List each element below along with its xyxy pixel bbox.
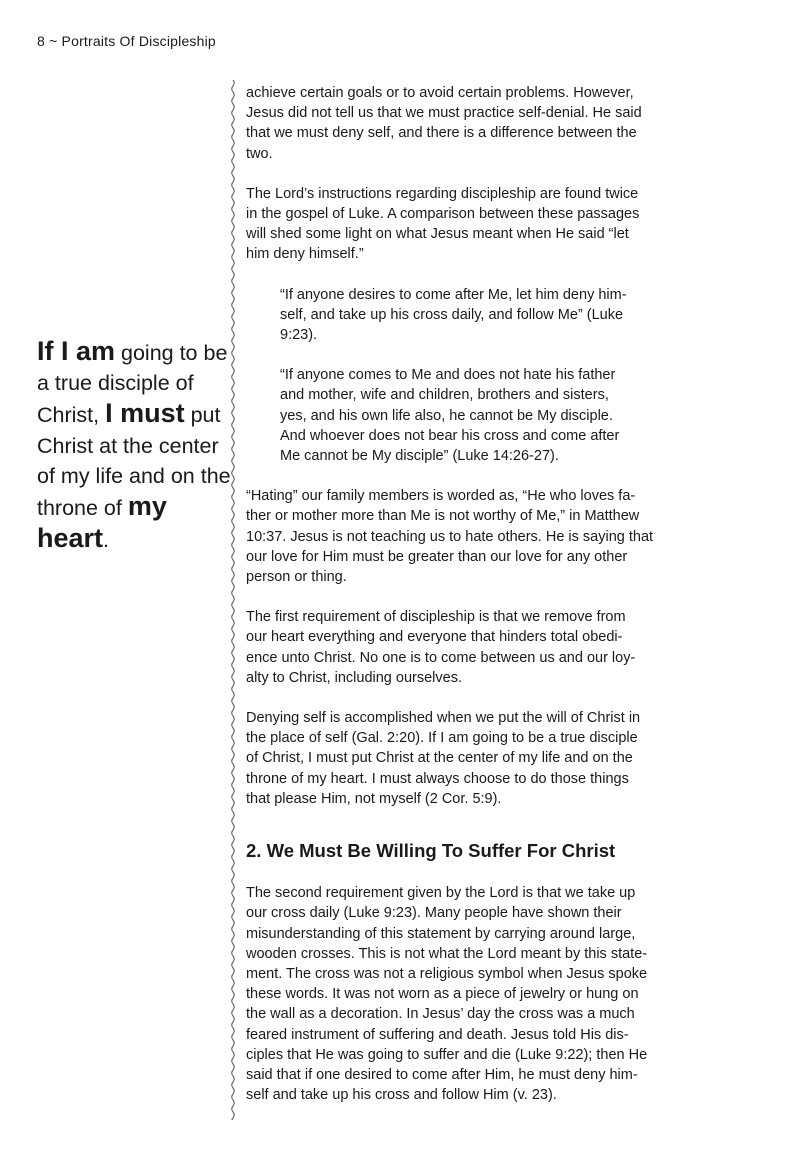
text-line: that please Him, not myself (2 Cor. 5:9). [246, 790, 502, 807]
text-line: throne of my heart. I must always choose to do those things [246, 770, 629, 787]
paragraph-2 [246, 184, 716, 265]
paragraph-1 [246, 83, 716, 164]
text-line: our love for Him must be greater than our love for any other [246, 548, 628, 565]
text-line: and mother, wife and children, brothers and sisters, [280, 387, 609, 404]
text-line: The Lord’s instructions regarding discipleship are found twice [246, 185, 639, 202]
text-line: ther or mother more than Me is not worthy of Me,” in Matthew [246, 508, 640, 525]
text-line: will shed some light on what Jesus meant when He said “let [246, 226, 629, 243]
text-line: achieve certain goals or to avoid certain problems. However, [246, 85, 634, 101]
text-line: the wall as a decoration. In Jesus’ day the cross was a much [246, 1006, 635, 1023]
text-line: person or thing. [246, 569, 347, 586]
pull-quote-text-3: . [103, 528, 110, 553]
pull-quote-text-2: put Christ at the center of my life and on the throne of [37, 403, 231, 521]
text-line: ciples that He was going to suffer and die (Luke 9:22); then He [246, 1046, 648, 1063]
text-line: him deny himself.” [246, 246, 364, 263]
text-line: feared instrument of suffering and death. Jesus told His dis- [246, 1026, 629, 1043]
scripture-quote-luke-14-26 [280, 365, 688, 466]
paragraph-6 [246, 883, 716, 1105]
pull-quote [37, 336, 233, 555]
text-line: The second requirement given by the Lord is that we take up [246, 885, 636, 902]
scripture-quote-luke-9-23 [280, 285, 688, 346]
text-line: our heart everything and everyone that hinders total obedi- [246, 629, 623, 646]
text-line: ence unto Christ. No one is to come between us and our loy- [246, 649, 636, 666]
paragraph-3 [246, 486, 716, 587]
running-header: 8 ~ Portraits Of Discipleship [37, 33, 216, 49]
text-line: “Hating” our family members is worded as, “He who loves fa- [246, 488, 636, 505]
text-line: alty to Christ, including ourselves. [246, 669, 462, 686]
text-line: 9:23). [280, 327, 318, 344]
pull-quote-text-1: going to be a true disciple of Christ, [37, 341, 228, 428]
text-line: two. [246, 145, 273, 162]
text-line: that we must deny self, and there is a difference between the [246, 125, 637, 142]
pull-quote-emphasis-3: my heart [37, 491, 167, 554]
text-line: said that if one desired to come after Him, he must deny him- [246, 1066, 638, 1083]
text-line: Me cannot be My disciple” (Luke 14:26-27). [280, 448, 559, 465]
paragraph-5 [246, 708, 716, 809]
text-line: yes, and his own life also, he cannot be My disciple. [280, 407, 613, 424]
paragraph-4 [246, 607, 716, 688]
main-text-column [246, 83, 716, 1125]
text-line: The first requirement of discipleship is that we remove from [246, 609, 626, 626]
pull-quote-emphasis-1: If I am [37, 336, 116, 366]
text-line: in the gospel of Luke. A comparison between these passages [246, 206, 640, 223]
text-line: “If anyone comes to Me and does not hate his father [280, 367, 616, 384]
text-line: ment. The cross was not a religious symbol when Jesus spoke [246, 965, 648, 982]
wavy-column-rule [230, 80, 236, 1120]
text-line: self, and take up his cross daily, and follow Me” (Luke [280, 306, 624, 323]
text-line: Jesus did not tell us that we must practice self-denial. He said [246, 105, 642, 122]
text-line: of Christ, I must put Christ at the center of my life and on the [246, 750, 633, 767]
text-line: the place of self (Gal. 2:20). If I am going to be a true disciple [246, 730, 638, 747]
text-line: wooden crosses. This is not what the Lord meant by this state- [246, 945, 648, 962]
text-line: 10:37. Jesus is not teaching us to hate others. He is saying that [246, 528, 654, 545]
text-line: “If anyone desires to come after Me, let him deny him- [280, 286, 627, 303]
text-line: And whoever does not bear his cross and come after [280, 427, 620, 444]
text-line: misunderstanding of this statement by carrying around large, [246, 925, 636, 942]
text-line: Denying self is accomplished when we put the will of Christ in [246, 710, 641, 727]
text-line: self and take up his cross and follow Him (v. 23). [246, 1087, 557, 1104]
section-heading: 2. We Must Be Willing To Suffer For Christ [246, 840, 616, 862]
text-line: these words. It was not worn as a piece of jewelry or hung on [246, 986, 639, 1003]
text-line: our cross daily (Luke 9:23). Many people have shown their [246, 905, 622, 922]
pull-quote-emphasis-2: I must [105, 398, 185, 429]
